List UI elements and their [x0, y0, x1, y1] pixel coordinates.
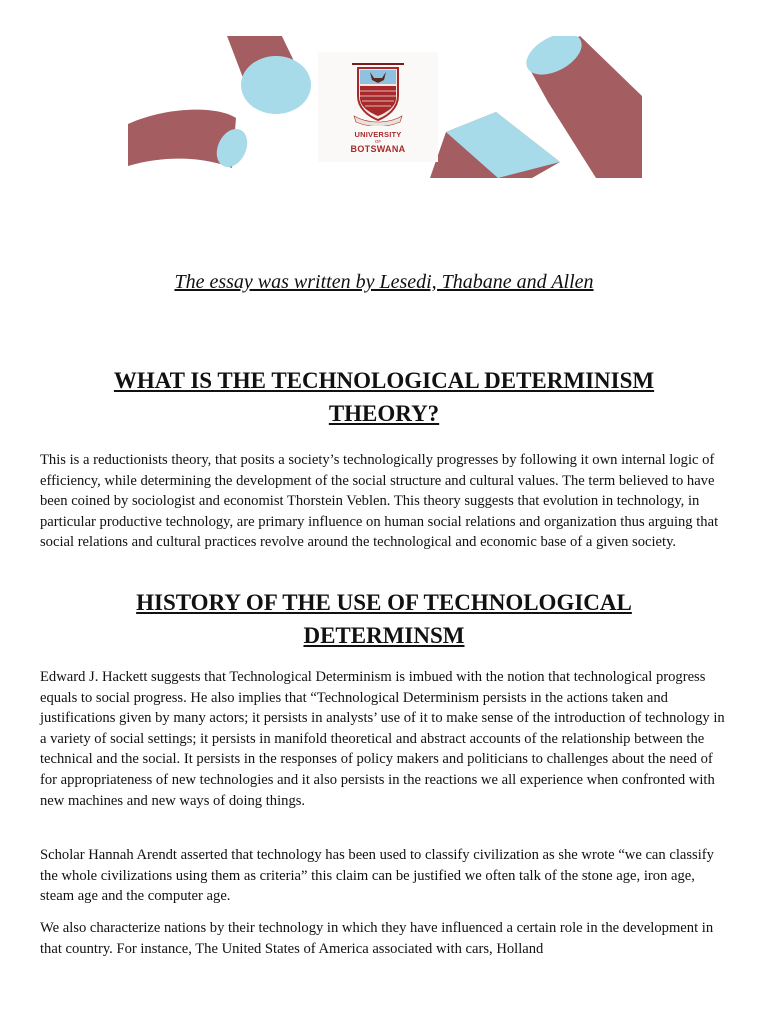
- essay-byline: The essay was written by Lesedi, Thabane and Allen: [174, 271, 594, 293]
- crest-icon: [350, 60, 406, 126]
- section-heading-history: [30, 586, 738, 652]
- university-name-line1: UNIVERSITY: [354, 130, 402, 139]
- paragraph: This is a reductionists theory, that posits a society’s technologically progresses by following it own internal logic of efficiency, while determining the development of the social structure and cultural values. The term believed to have been coined by sociologist and economist Thorstein Veblen. This theory suggests that evolution in technology, in particular productive technology, are primary influence on human social relations and organization thus arguing that social relations and cultural practices revolve around the technological and economic base of a given society.: [40, 452, 719, 551]
- university-name-of: OF: [374, 139, 382, 144]
- section-heading-line: THEORY?: [328, 401, 440, 426]
- section-heading-line: HISTORY OF THE USE OF TECHNOLOGICAL: [136, 590, 632, 615]
- paragraph: Edward J. Hackett suggests that Technological Determinism is imbued with the notion that technological progress equals to social progress. He also implies that “Technological Determinism persists in the actions taken and justifications given by many actors; it persists in analysts’ use of it to make sense of the introduction of technology in a variety of social settings; it persists in manifold theoretical and abstract accounts of the relationship between the technical and the social. It persists in the responses of policy makers and politicians to challenges about the need of for appropriateness of new technologies and it also persists in the reactions we all experience when confronted with new machines and new ways of doing things.: [40, 669, 725, 809]
- banner-shape-cylinder-left-cap: [241, 56, 311, 114]
- section-heading-theory: [30, 364, 738, 430]
- university-logo: [318, 52, 438, 162]
- university-name-line2: BOTSWANA: [350, 144, 406, 154]
- paragraph: Scholar Hannah Arendt asserted that technology has been used to classify civilization as she wrote “we can classify the whole civilizations using them as criteria” this claim can be justified we often talk of the stone age, iron age, steam age and the computer age.: [40, 847, 714, 905]
- section-heading-line: DETERMINSM: [303, 623, 465, 648]
- paragraph: We also characterize nations by their technology in which they have influenced a certain role in the development in that country. For instance, The United States of America associated with cars, Holland: [40, 920, 714, 957]
- section-heading-line: WHAT IS THE TECHNOLOGICAL DETERMINISM: [113, 368, 655, 393]
